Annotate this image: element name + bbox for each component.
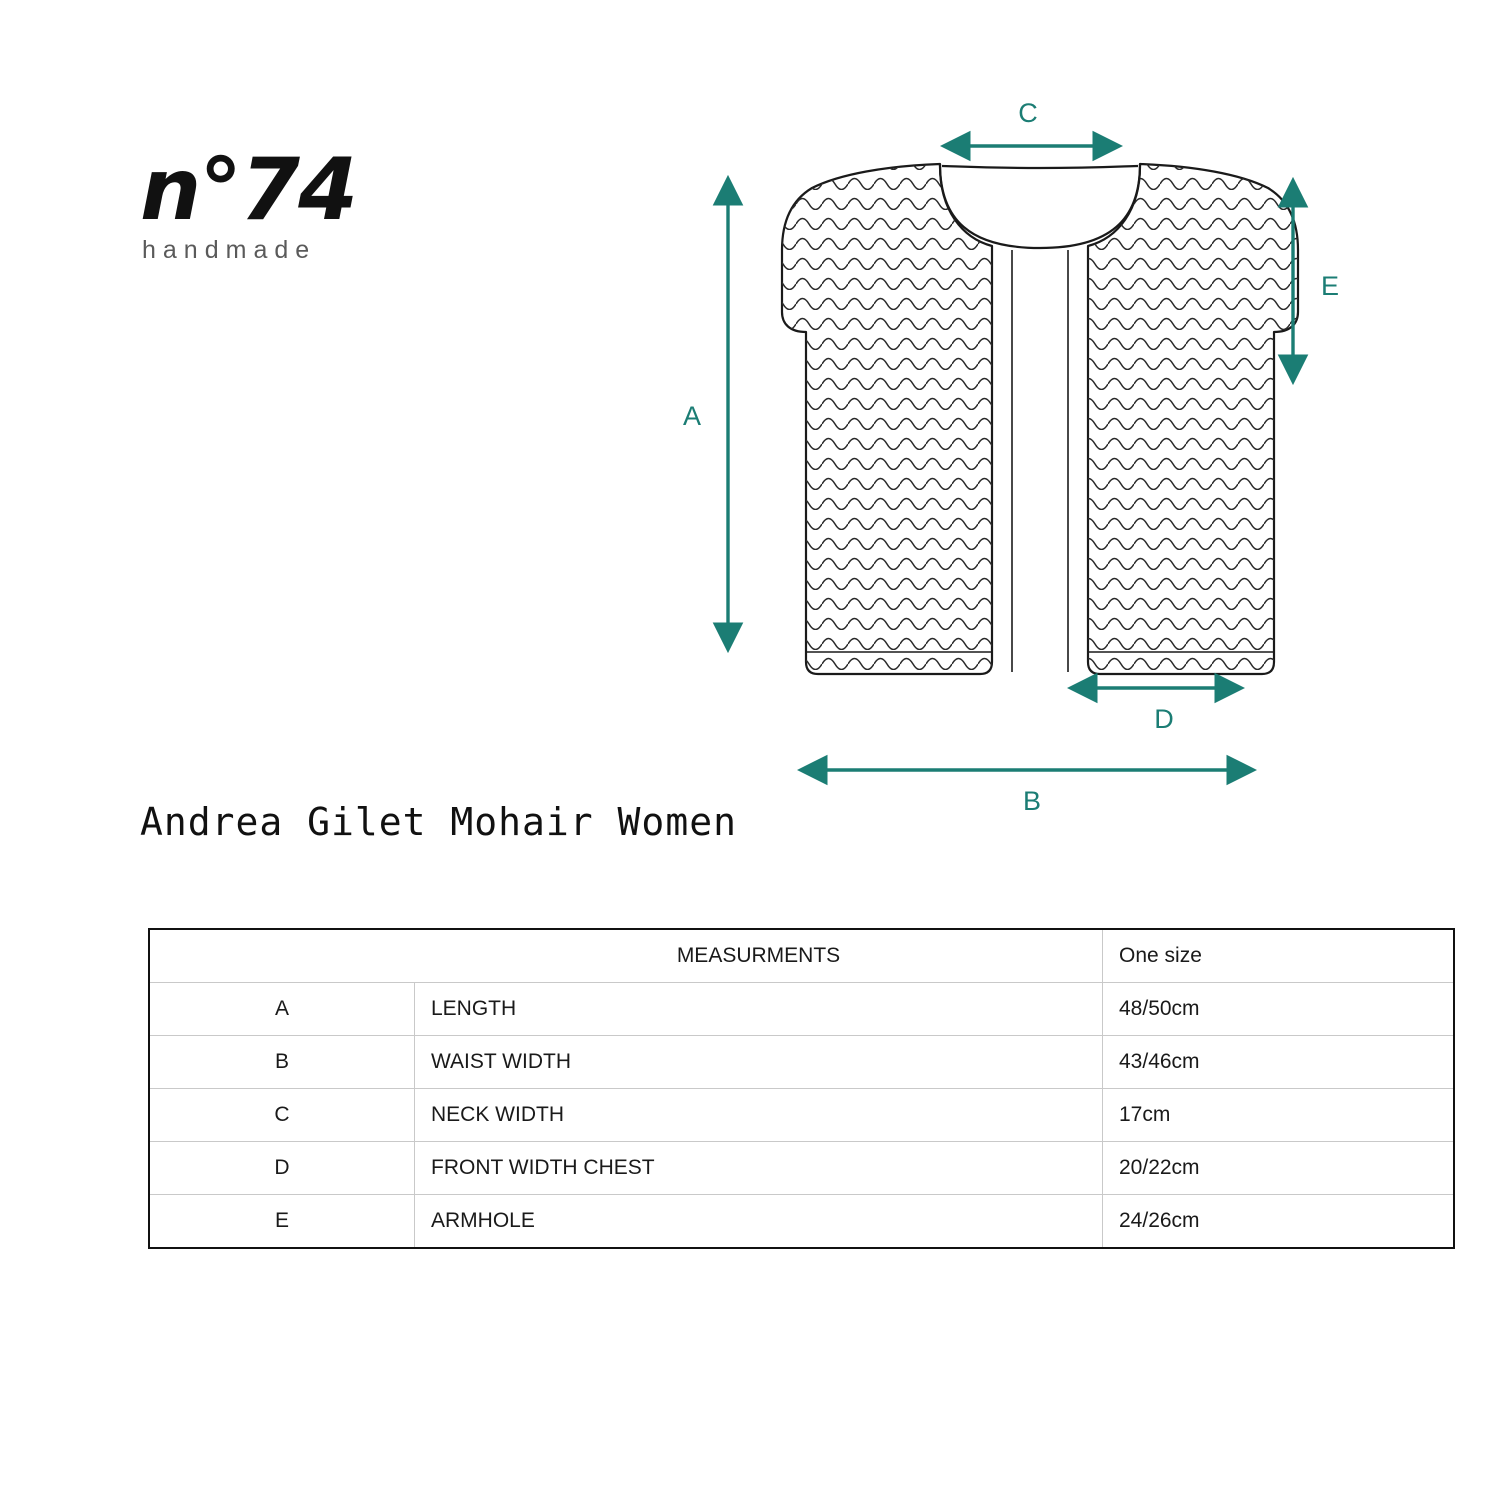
row-letter: B — [149, 1036, 415, 1089]
row-description: ARMHOLE — [415, 1195, 1103, 1249]
brand-logo-mark: n°74 — [140, 140, 356, 240]
garment-right-panel — [1080, 158, 1320, 678]
header-measurements: MEASURMENTS — [415, 929, 1103, 983]
row-description: FRONT WIDTH CHEST — [415, 1142, 1103, 1195]
table-row — [149, 1195, 1454, 1249]
garment-center-opening — [1012, 250, 1068, 672]
garment-measurement-diagram — [640, 70, 1380, 830]
row-letter: A — [149, 983, 415, 1036]
size-table — [148, 928, 1455, 1249]
page-title: Andrea Gilet Mohair Women — [140, 800, 737, 844]
row-letter: E — [149, 1195, 415, 1249]
table-row — [149, 1089, 1454, 1142]
table-row — [149, 1142, 1454, 1195]
row-description: WAIST WIDTH — [415, 1036, 1103, 1089]
measure-label-a: A — [682, 401, 702, 431]
row-value: 43/46cm — [1103, 1036, 1455, 1089]
row-description: LENGTH — [415, 983, 1103, 1036]
garment-left-panel — [770, 158, 1010, 678]
brand-tagline: handmade — [142, 235, 317, 264]
measure-label-c: C — [1018, 98, 1038, 128]
row-value: 20/22cm — [1103, 1142, 1455, 1195]
row-value: 24/26cm — [1103, 1195, 1455, 1249]
row-value: 17cm — [1103, 1089, 1455, 1142]
size-table-container — [148, 928, 1353, 1249]
measure-label-e: E — [1320, 271, 1340, 301]
row-value: 48/50cm — [1103, 983, 1455, 1036]
brand-logo — [140, 140, 420, 265]
table-row — [149, 983, 1454, 1036]
table-header-row — [149, 929, 1454, 983]
measure-label-b: B — [1022, 786, 1042, 816]
row-letter: D — [149, 1142, 415, 1195]
row-description: NECK WIDTH — [415, 1089, 1103, 1142]
header-letter — [149, 929, 415, 983]
measure-label-d: D — [1154, 704, 1174, 734]
row-letter: C — [149, 1089, 415, 1142]
header-size: One size — [1103, 929, 1455, 983]
table-row — [149, 1036, 1454, 1089]
